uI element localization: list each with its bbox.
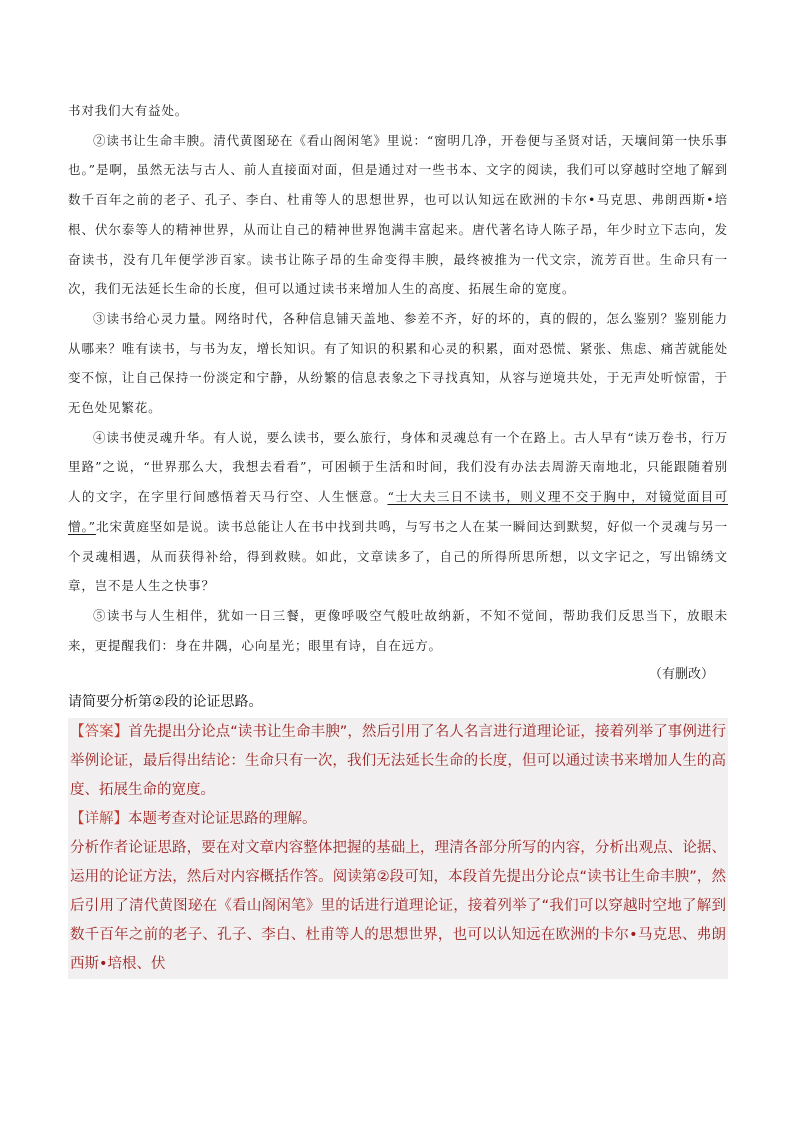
source-note: （有删改）: [648, 667, 714, 683]
paragraph-4-text-after: 北宋黄庭坚如是说。读书总能让人在书中找到共鸣，与写书之人在某一瞬间达到默契，好似一个灵魂与另一个灵魂相遇，从而获得补给，得到救赎。如此，文章读多了，自己的所得所思所想，以文字记之，写出锦绣文章，岂不是人生之快事？: [68, 518, 728, 594]
explanation-label: 【详解】: [70, 811, 128, 828]
answer-text: 首先提出分论点“读书让生命丰腴”，然后引用了名人名言进行道理论证，接着列举了事例进行举例论证，最后得出结论：生命只有一次，我们无法延长生命的长度，但可以通过读书来增加人生的高度、拓展生命的宽度。: [70, 724, 726, 799]
answer-section: [68, 718, 728, 805]
explanation-heading: [70, 805, 726, 834]
explanation-text: 分析作者论证思路，要在对文章内容整体把握的基础上，理清各部分所写的内容，分析出观点、论据、运用的论证方法，然后对内容概括作答。阅读第②段可知，本段首先提出分论点“读书让生命丰腴”，然后引用了清代黄图珌在《看山阁闲笔》里的话进行道理论证，接着列举了“我们可以穿越时空地了解到数千百年之前的老子、孔子、李白、杜甫等人的思想世界，也可以认知远在欧洲的卡尔•马克思、弗朗西斯•培根、伏: [70, 840, 726, 973]
paragraph-4-underlined-quote: “士大夫三日不读书，则义理不交于胸中，对镜觉面目可憎。”: [68, 489, 728, 534]
explanation-intro: 本题考查对论证思路的理解。: [128, 811, 317, 828]
explanation-section: [68, 805, 728, 979]
paragraph-4-text-before: ④读书使灵魂升华。有人说，要么读书，要么旅行，身体和灵魂总有一个在路上。古人早有“读万卷书，行万里路”之说，“世界那么大，我想去看看”，可困顿于生活和时间，我们没有办法去周游天南地北，只能跟随着别人的文字，在字里行间感悟着天马行空、人生惬意。: [68, 429, 728, 505]
document-page: [68, 96, 728, 979]
answer-label: 【答案】: [70, 724, 129, 741]
passage-paragraph-3: ③读书给心灵力量。网络时代，各种信息铺天盖地、参差不齐，好的坏的，真的假的，怎么鉴别？鉴别能力从哪来？唯有读书，与书为友，增长知识。有了知识的积累和心灵的积累，面对恐慌、紧张、焦虑、痛苦就能处变不惊，让自己保持一份淡定和宁静，从纷繁的信息表象之下寻找真知，从容与逆境共处，于无声处听惊雷，于无色处见繁花。: [68, 310, 728, 416]
passage-paragraph-4: [68, 423, 728, 601]
question-text: 请简要分析第②段的论证思路。: [68, 694, 263, 711]
passage-paragraph-5: ⑤读书与人生相伴，犹如一日三餐，更像呼吸空气般吐故纳新，不知不觉间，帮助我们反思当下，放眼未来，更提醒我们：身在井隅，心向星光；眼里有诗，自在远方。: [68, 607, 728, 653]
passage-paragraph-2: ②读书让生命丰腴。清代黄图珌在《看山阁闲笔》里说：“窗明几净，开卷便与圣贤对话，天壤间第一快乐事也。”是啊，虽然无法与古人、前人直接面对面，但是通过对一些书本、文字的阅读，我们可以穿越时空地了解到数千百年之前的老子、孔子、李白、杜甫等人的思想世界，也可以认知远在欧洲的卡尔•马克思、弗朗西斯•培根、伏尔泰等人的精神世界，从而让自己的精神世界饱满丰富起来。唐代著名诗人陈子昂，年少时立下志向，发奋读书，没有几年便学涉百家。读书让陈子昂的生命变得丰腴，最终被推为一代文宗，流芳百世。生命只有一次，我们无法延长生命的长度，但可以通过读书来增加人生的高度、拓展生命的宽度。: [68, 132, 728, 297]
passage-continuation: 书对我们大有益处。: [68, 103, 189, 118]
